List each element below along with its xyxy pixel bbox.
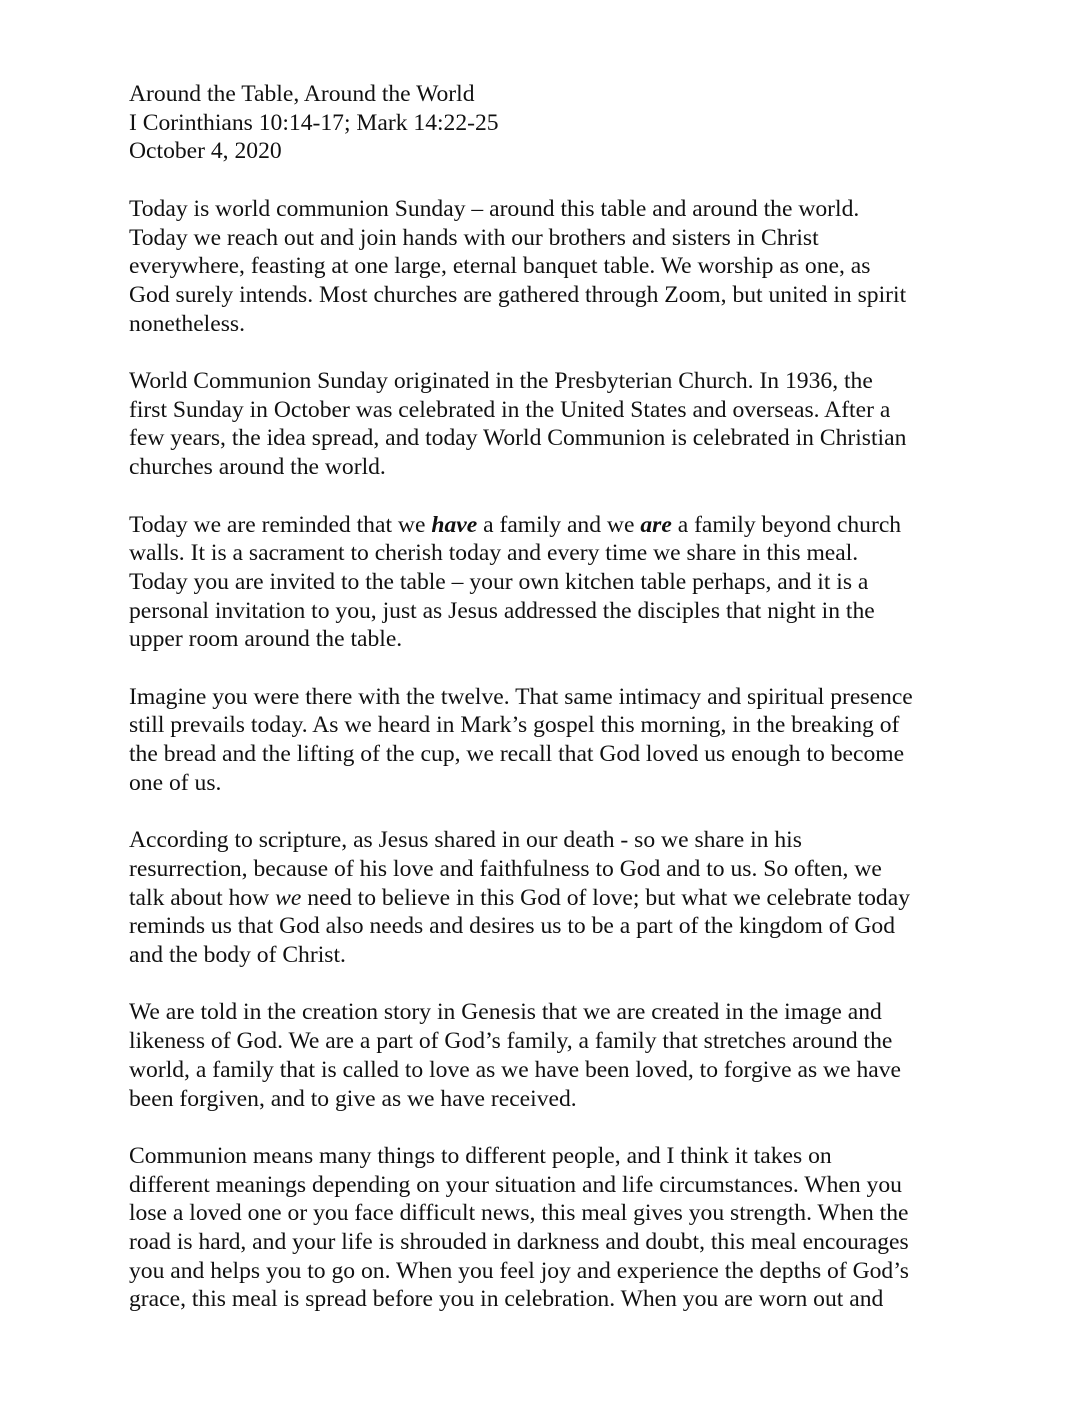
text-line: churches around the world. bbox=[129, 454, 386, 481]
text-line: nonetheless. bbox=[129, 310, 245, 337]
sermon-heading bbox=[129, 80, 959, 166]
text-line: Imagine you were there with the twelve. That same intimacy and spiritual presence bbox=[129, 683, 913, 710]
text-line: Today we reach out and join hands with our brothers and sisters in Christ bbox=[129, 224, 819, 251]
text-line: one of us. bbox=[129, 769, 222, 796]
paragraph-1 bbox=[129, 195, 959, 339]
text-line: few years, the idea spread, and today World Communion is celebrated in Christian bbox=[129, 425, 907, 452]
text-line: resurrection, because of his love and faithfulness to God and to us. So often, we bbox=[129, 855, 882, 882]
paragraph-7 bbox=[129, 1142, 959, 1314]
text-line: According to scripture, as Jesus shared in our death - so we share in his bbox=[129, 827, 802, 854]
text-line: lose a loved one or you face difficult news, this meal gives you strength. When the bbox=[129, 1200, 909, 1227]
text-line: World Communion Sunday originated in the Presbyterian Church. In 1936, the bbox=[129, 368, 873, 394]
text-line: God surely intends. Most churches are gathered through Zoom, but united in spirit bbox=[129, 281, 907, 308]
text-line: you and helps you to go on. When you feel joy and experience the depths of God’s bbox=[129, 1257, 909, 1284]
text-line: and the body of Christ. bbox=[129, 942, 346, 969]
emphasis-have: have bbox=[431, 511, 478, 538]
paragraph-3 bbox=[129, 511, 959, 655]
text-run: talk about how bbox=[129, 884, 276, 911]
text-run: Today we are reminded that we bbox=[129, 511, 432, 538]
text-line: Communion means many things to different people, and I think it takes on bbox=[129, 1142, 832, 1169]
text-line: We are told in the creation story in Genesis that we are created in the image and bbox=[129, 999, 882, 1026]
text-line: upper room around the table. bbox=[129, 626, 403, 653]
text-run: a family and we bbox=[477, 511, 641, 538]
text-line: grace, this meal is spread before you in celebration. When you are worn out and bbox=[129, 1286, 884, 1313]
text-line: road is hard, and your life is shrouded in darkness and doubt, this meal encourages bbox=[129, 1229, 909, 1256]
paragraph-4 bbox=[129, 683, 959, 798]
text-line: different meanings depending on your situation and life circumstances. When you bbox=[129, 1171, 902, 1198]
emphasis-we: we bbox=[275, 884, 302, 911]
text-line: been forgiven, and to give as we have received. bbox=[129, 1085, 577, 1112]
text-line: world, a family that is called to love as we have been loved, to forgive as we have bbox=[129, 1056, 902, 1083]
text-line: likeness of God. We are a part of God’s family, a family that stretches around the bbox=[129, 1028, 893, 1055]
text-line: first Sunday in October was celebrated in the United States and overseas. After a bbox=[129, 396, 891, 423]
text-line: Today you are invited to the table – your own kitchen table perhaps, and it is a bbox=[129, 568, 869, 595]
text-line: everywhere, feasting at one large, eternal banquet table. We worship as one, as bbox=[129, 253, 871, 280]
paragraph-6 bbox=[129, 998, 959, 1113]
scripture-reference: I Corinthians 10:14-17; Mark 14:22-25 bbox=[129, 109, 499, 136]
text-line: the bread and the lifting of the cup, we recall that God loved us enough to become bbox=[129, 741, 905, 768]
emphasis-are: are bbox=[640, 511, 672, 538]
text-line: reminds us that God also needs and desires us to be a part of the kingdom of God bbox=[129, 913, 895, 940]
paragraph-2 bbox=[129, 367, 959, 482]
paragraph-5 bbox=[129, 826, 959, 970]
text-line bbox=[129, 511, 959, 540]
text-run: a family beyond church bbox=[671, 511, 902, 538]
sermon-date: October 4, 2020 bbox=[129, 138, 282, 165]
text-run: need to believe in this God of love; but what we celebrate today bbox=[301, 884, 911, 911]
sermon-title: Around the Table, Around the World bbox=[129, 81, 475, 107]
text-line: still prevails today. As we heard in Mark’s gospel this morning, in the breaking of bbox=[129, 712, 900, 739]
text-line: Today is world communion Sunday – around this table and around the world. bbox=[129, 195, 860, 222]
text-line: walls. It is a sacrament to cherish today and every time we share in this meal. bbox=[129, 540, 859, 567]
text-line bbox=[129, 884, 959, 913]
text-line: personal invitation to you, just as Jesus addressed the disciples that night in the bbox=[129, 597, 875, 624]
document-page bbox=[129, 80, 959, 1343]
